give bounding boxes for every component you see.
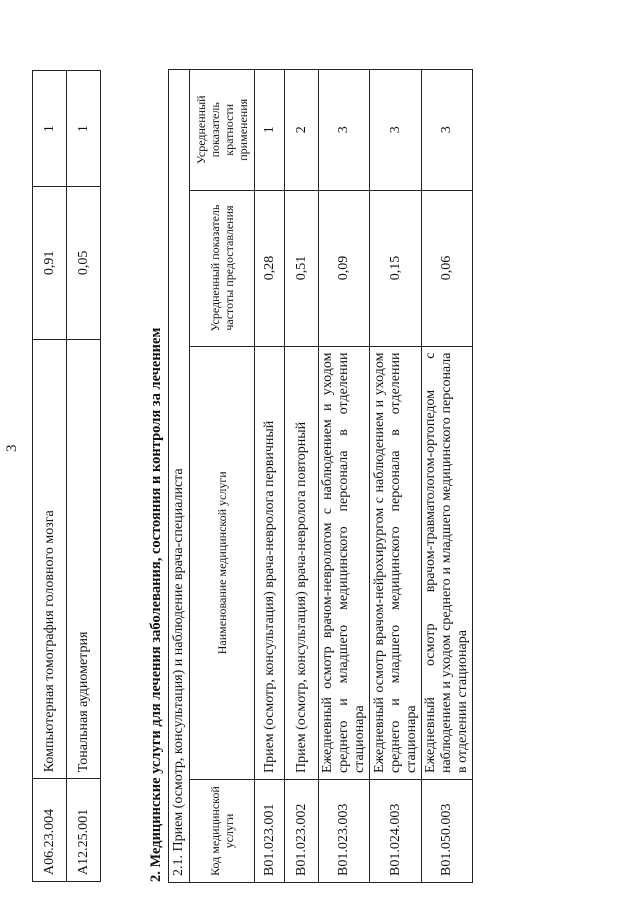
service-code: A12.25.001 [67, 779, 101, 882]
header-name: Наименование медицинской услуги [190, 346, 255, 780]
service-name: Компьютерная томография головного мозга [33, 339, 67, 779]
multiplicity-value: 3 [422, 70, 473, 191]
multiplicity-value: 3 [319, 70, 370, 191]
service-name: Ежедневный осмотр врачом-травматологом-ортопедом с наблюдением и уходом среднего и младшего медицинского персонала в отделении стационара [422, 346, 473, 780]
service-code: A06.23.004 [33, 779, 67, 882]
header-frequency: Усредненный показатель частоты предоставления [190, 190, 255, 346]
table-row [33, 71, 67, 882]
frequency-value: 0,06 [422, 190, 473, 346]
frequency-value: 0,15 [370, 190, 422, 346]
service-name: Ежедневный осмотр врачом-нейрохирургом с наблюдением и уходом среднего и младшего медицинского персонала в отделении стационара [370, 346, 422, 780]
multiplicity-value: 3 [370, 70, 422, 191]
service-name: Тональная аудиометрия [67, 339, 101, 779]
header-multiplicity: Усредненный показатель кратности применения [190, 70, 255, 191]
top-services-table [32, 70, 101, 882]
service-code: B01.023.003 [319, 780, 370, 883]
page-number: 3 [4, 444, 20, 452]
frequency-value: 0,05 [67, 187, 101, 339]
service-code: B01.023.002 [285, 780, 319, 883]
multiplicity-value: 1 [33, 71, 67, 187]
table-row [319, 70, 370, 883]
frequency-value: 0,51 [285, 190, 319, 346]
frequency-value: 0,28 [255, 190, 285, 346]
multiplicity-value: 2 [285, 70, 319, 191]
table-row [255, 70, 285, 883]
service-name: Прием (осмотр, консультация) врача-невролога повторный [285, 346, 319, 780]
header-code: Код медицинской услуги [190, 780, 255, 883]
frequency-value: 0,09 [319, 190, 370, 346]
multiplicity-value: 1 [67, 71, 101, 187]
service-code: B01.023.001 [255, 780, 285, 883]
frequency-value: 0,91 [33, 187, 67, 339]
service-code: B01.024.003 [370, 780, 422, 883]
multiplicity-value: 1 [255, 70, 285, 191]
header-row [190, 70, 255, 883]
table-row [67, 71, 101, 882]
section-title: 2. Медицинские услуги для лечения заболевания, состояния и контроля за лечением [148, 327, 164, 882]
table-row [285, 70, 319, 883]
specialist-services-table [168, 69, 473, 883]
service-name: Прием (осмотр, консультация) врача-невролога первичный [255, 346, 285, 780]
table-row [422, 70, 473, 883]
service-code: B01.050.003 [422, 780, 473, 883]
subsection-row [169, 70, 190, 883]
table-row [370, 70, 422, 883]
service-name: Ежедневный осмотр врачом-неврологом с наблюдением и уходом среднего и младшего медицинского персонала в отделении стационара [319, 346, 370, 780]
subsection-title: 2.1. Прием (осмотр, консультация) и наблюдение врача-специалиста [169, 70, 190, 883]
